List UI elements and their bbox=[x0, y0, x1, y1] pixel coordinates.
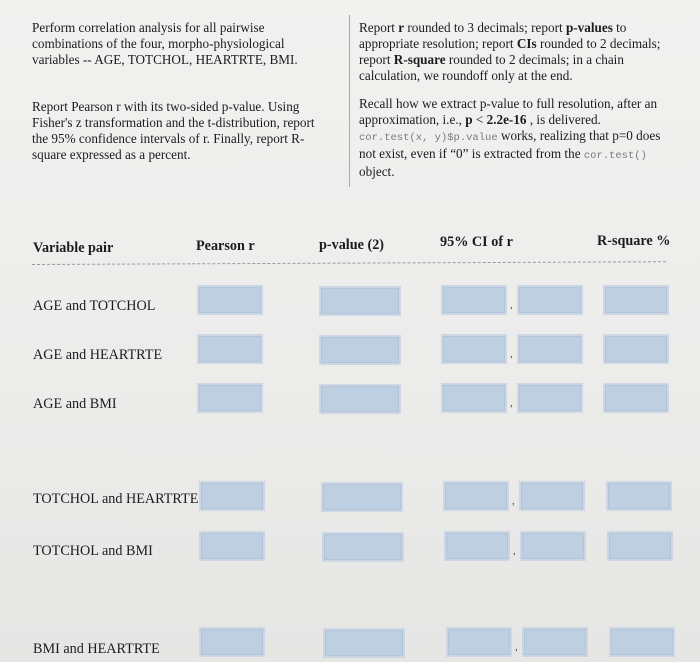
header-variable-pair: Variable pair bbox=[33, 240, 114, 256]
pearson-r-input[interactable] bbox=[197, 383, 263, 413]
pearson-r-input[interactable] bbox=[199, 627, 265, 657]
ci-separator: , bbox=[515, 641, 518, 653]
ci-lower-input[interactable] bbox=[444, 531, 510, 561]
ci-separator: , bbox=[512, 495, 515, 507]
ci-separator: , bbox=[510, 299, 513, 311]
pearson-r-input[interactable] bbox=[199, 531, 265, 561]
p-value-input[interactable] bbox=[322, 532, 404, 562]
row-label: TOTCHOL and HEARTRTE bbox=[33, 491, 199, 507]
p-value-input[interactable] bbox=[319, 384, 401, 414]
ci-upper-input[interactable] bbox=[517, 334, 583, 364]
instruction-task: Perform correlation analysis for all pairwise combinations of the four, morpho-physiological variables -- AGE, TOTCHOL, HEARTRTE, BMI. bbox=[32, 20, 298, 67]
ci-upper-input[interactable] bbox=[522, 627, 588, 657]
instruction-rounding: Report r rounded to 3 decimals; report p-values to appropriate resolution; report CIs rounded to 2 decimals; report R-square rounded to 2 decimals; in a chain calculation, we roundoff only at the end. bbox=[359, 20, 661, 83]
pearson-r-input[interactable] bbox=[199, 481, 265, 511]
ci-lower-input[interactable] bbox=[441, 383, 507, 413]
ci-separator: , bbox=[513, 545, 516, 557]
header-confidence-interval: 95% CI of r bbox=[440, 234, 513, 250]
instruction-pvalue-note: Recall how we extract p-value to full resolution, after an approximation, i.e., p < 2.2e-16 , is delivered. cor.test(x, y)$p.value works, realizing that p=0 does not exist, even if “0” is extracted from the cor.test() object. bbox=[359, 96, 661, 179]
ci-lower-input[interactable] bbox=[441, 334, 507, 364]
pearson-r-input[interactable] bbox=[197, 334, 263, 364]
code-snippet: cor.test() bbox=[583, 150, 647, 162]
instruction-method: Report Pearson r with its two-sided p-value. Using Fisher's z transformation and the t-distribution, report the 95% confidence intervals of r. Finally, report R-square expressed as a percent. bbox=[32, 99, 315, 162]
r-square-input[interactable] bbox=[609, 627, 675, 657]
ci-upper-input[interactable] bbox=[517, 285, 583, 315]
header-r-square: R-square % bbox=[597, 233, 671, 249]
ci-upper-input[interactable] bbox=[519, 481, 585, 511]
pearson-r-input[interactable] bbox=[197, 285, 263, 315]
header-p-value: p-value (2) bbox=[319, 237, 385, 253]
p-value-input[interactable] bbox=[319, 286, 401, 316]
r-square-input[interactable] bbox=[606, 481, 672, 511]
ci-upper-input[interactable] bbox=[517, 383, 583, 413]
r-square-input[interactable] bbox=[603, 285, 669, 315]
ci-upper-input[interactable] bbox=[520, 531, 586, 561]
divider-line bbox=[349, 15, 350, 187]
r-square-input[interactable] bbox=[607, 531, 673, 561]
header-divider bbox=[32, 261, 666, 265]
row-label: AGE and TOTCHOL bbox=[33, 298, 156, 314]
ci-lower-input[interactable] bbox=[443, 481, 509, 511]
r-square-input[interactable] bbox=[603, 383, 669, 413]
header-pearson-r: Pearson r bbox=[196, 238, 255, 254]
ci-separator: , bbox=[510, 348, 513, 360]
p-value-input[interactable] bbox=[321, 482, 403, 512]
p-value-input[interactable] bbox=[319, 335, 401, 365]
r-square-input[interactable] bbox=[603, 334, 669, 364]
ci-separator: , bbox=[510, 397, 513, 409]
code-snippet: cor.test(x, y)$p.value bbox=[359, 132, 498, 144]
row-label: TOTCHOL and BMI bbox=[33, 543, 153, 559]
row-label: BMI and HEARTRTE bbox=[33, 641, 160, 657]
ci-lower-input[interactable] bbox=[441, 285, 507, 315]
ci-lower-input[interactable] bbox=[446, 627, 512, 657]
row-label: AGE and HEARTRTE bbox=[33, 347, 163, 363]
row-label: AGE and BMI bbox=[33, 396, 117, 412]
p-value-input[interactable] bbox=[323, 628, 405, 658]
